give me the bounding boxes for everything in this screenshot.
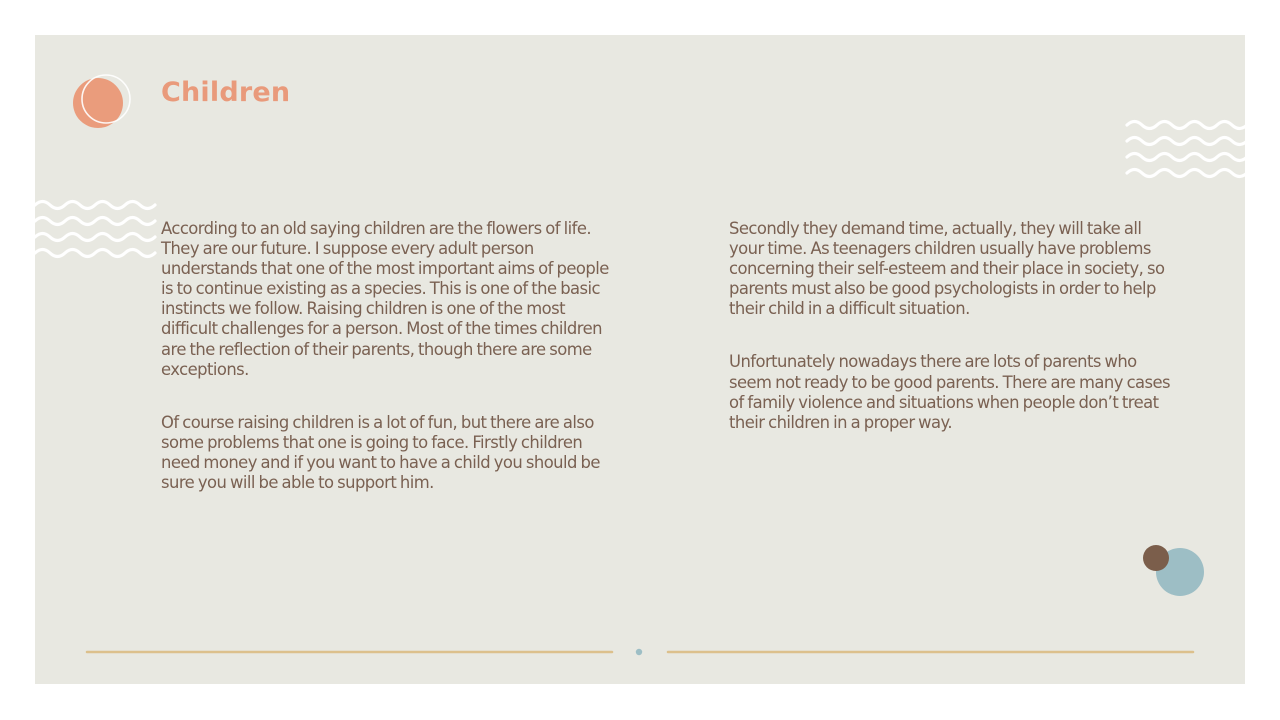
paragraph: Secondly they demand time, actually, they will take all your time. As teenagers children usually have problems concerning their self-esteem and their place in society, so parents must also be good psychologists in order to help their child in a difficult situation. <box>729 219 1165 319</box>
title-circle-icon <box>71 73 135 131</box>
footer-divider <box>85 647 1197 657</box>
paragraph: Of course raising children is a lot of fun, but there are also some problems that one is going to face. Firstly children need money and if you want to have a child you should be sure you will be able to support him. <box>161 412 600 493</box>
circles-icon <box>1139 541 1209 597</box>
right-column <box>729 219 1179 466</box>
wave-lines-icon <box>1125 117 1245 183</box>
slide <box>35 35 1245 684</box>
paragraph: According to an old saying children are the flowers of life. They are our future. I suppose every adult person understands that one of the most important aims of people is to continue existing as a species. This is one of the basic instincts we follow. Raising children is one of the most difficult challenges for a person. Most of the times children are the reflection of their parents, though there are some exceptions. <box>161 219 609 379</box>
page-title: Children <box>161 77 291 108</box>
paragraph: Unfortunately nowadays there are lots of parents who seem not ready to be good parents. There are many cases of family violence and situations when people don’t treat their children in a proper way. <box>729 352 1171 432</box>
left-column <box>161 219 611 526</box>
wave-lines-icon <box>35 197 157 263</box>
